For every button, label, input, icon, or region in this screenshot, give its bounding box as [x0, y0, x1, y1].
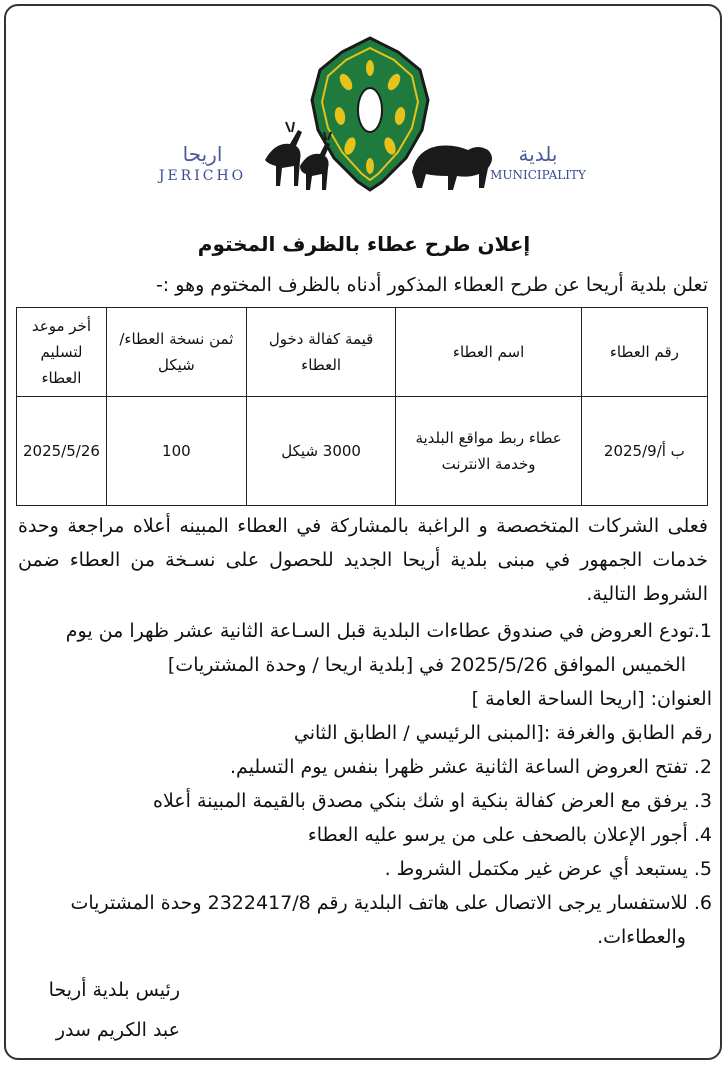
header-bond-value: قيمة كفالة دخول العطاء — [246, 308, 396, 397]
condition-6 — [18, 886, 712, 954]
condition-1-line-2: الخميس الموافق 2025/5/26 في [بلدية اريحا / وحدة المشتريات] — [167, 654, 686, 676]
condition-3: 3. يرفق مع العرض كفالة بنكية او شك بنكي مصدق بالقيمة المبينة أعلاه — [153, 790, 712, 812]
tender-table — [16, 307, 708, 506]
cell-copy-price: 100 — [106, 397, 246, 506]
header-tender-name: اسم العطاء — [396, 308, 581, 397]
floor-line: رقم الطابق والغرفة :[المبنى الرئيسي / الطابق الثاني — [293, 722, 712, 744]
cell-tender-name: عطاء ربط مواقع البلدية وخدمة الانترنت — [396, 397, 581, 506]
cell-deadline: 2025/5/26 — [17, 397, 107, 506]
condition-1-line-1: 1.تودع العروض في صندوق عطاءات البلدية قبل السـاعة الثانية عشر ظهرا من يوم — [65, 620, 712, 642]
cell-tender-number: ب أ/2025/9 — [581, 397, 707, 506]
header-deadline: أخر موعد لتسليم العطاء — [17, 308, 107, 397]
header-tender-number: رقم العطاء — [581, 308, 707, 397]
brand-jericho — [155, 142, 250, 184]
signature-block — [20, 970, 180, 1050]
brand-municipality-english: MUNICIPALITY — [490, 168, 586, 182]
condition-1 — [18, 614, 712, 682]
header-copy-price: ثمن نسخة العطاء/شيكل — [106, 308, 246, 397]
intro-text: تعلن بلدية أريحا عن طرح العطاء المذكور أدناه بالظرف المختوم وهو :- — [155, 274, 708, 296]
brand-jericho-arabic: اريحا — [182, 142, 223, 166]
body-paragraph: فعلى الشركات المتخصصة و الراغبة بالمشاركة في العطاء المبينه أعلاه مراجعة وحدة خدمات الجمهور في مبنى بلدية أريحا الجديد للحصول على نسـخة من العطاء ضمن الشروط التالية. — [18, 515, 708, 605]
condition-6-line-2: والعطاءات. — [597, 926, 686, 948]
brand-jericho-english: JERICHO — [158, 168, 247, 184]
signature-position: رئيس بلدية أريحا — [48, 979, 180, 1001]
condition-2: 2. تفتح العروض الساعة الثانية عشر ظهرا بنفس يوم التسليم. — [230, 756, 712, 778]
address-line: العنوان: [اريحا الساحة العامة ] — [471, 688, 712, 710]
table-header-row — [17, 308, 708, 397]
brand-municipality-arabic: بلدية — [518, 142, 558, 166]
cell-bond-value: 3000 شيكل — [246, 397, 396, 506]
condition-6-line-1: 6. للاستفسار يرجى الاتصال على هاتف البلدية رقم 2322417/8 وحدة المشتريات — [70, 892, 712, 914]
signature-name: عبد الكريم سدر — [55, 1019, 180, 1041]
conditions-list — [18, 614, 712, 954]
table-row — [17, 397, 708, 506]
condition-4: 4. أجور الإعلان بالصحف على من يرسو عليه العطاء — [307, 824, 712, 846]
page-title: إعلان طرح عطاء بالظرف المختوم — [197, 232, 531, 256]
brand-municipality — [488, 142, 588, 182]
condition-5: 5. يستبعد أي عرض غير مكتمل الشروط . — [384, 858, 712, 880]
